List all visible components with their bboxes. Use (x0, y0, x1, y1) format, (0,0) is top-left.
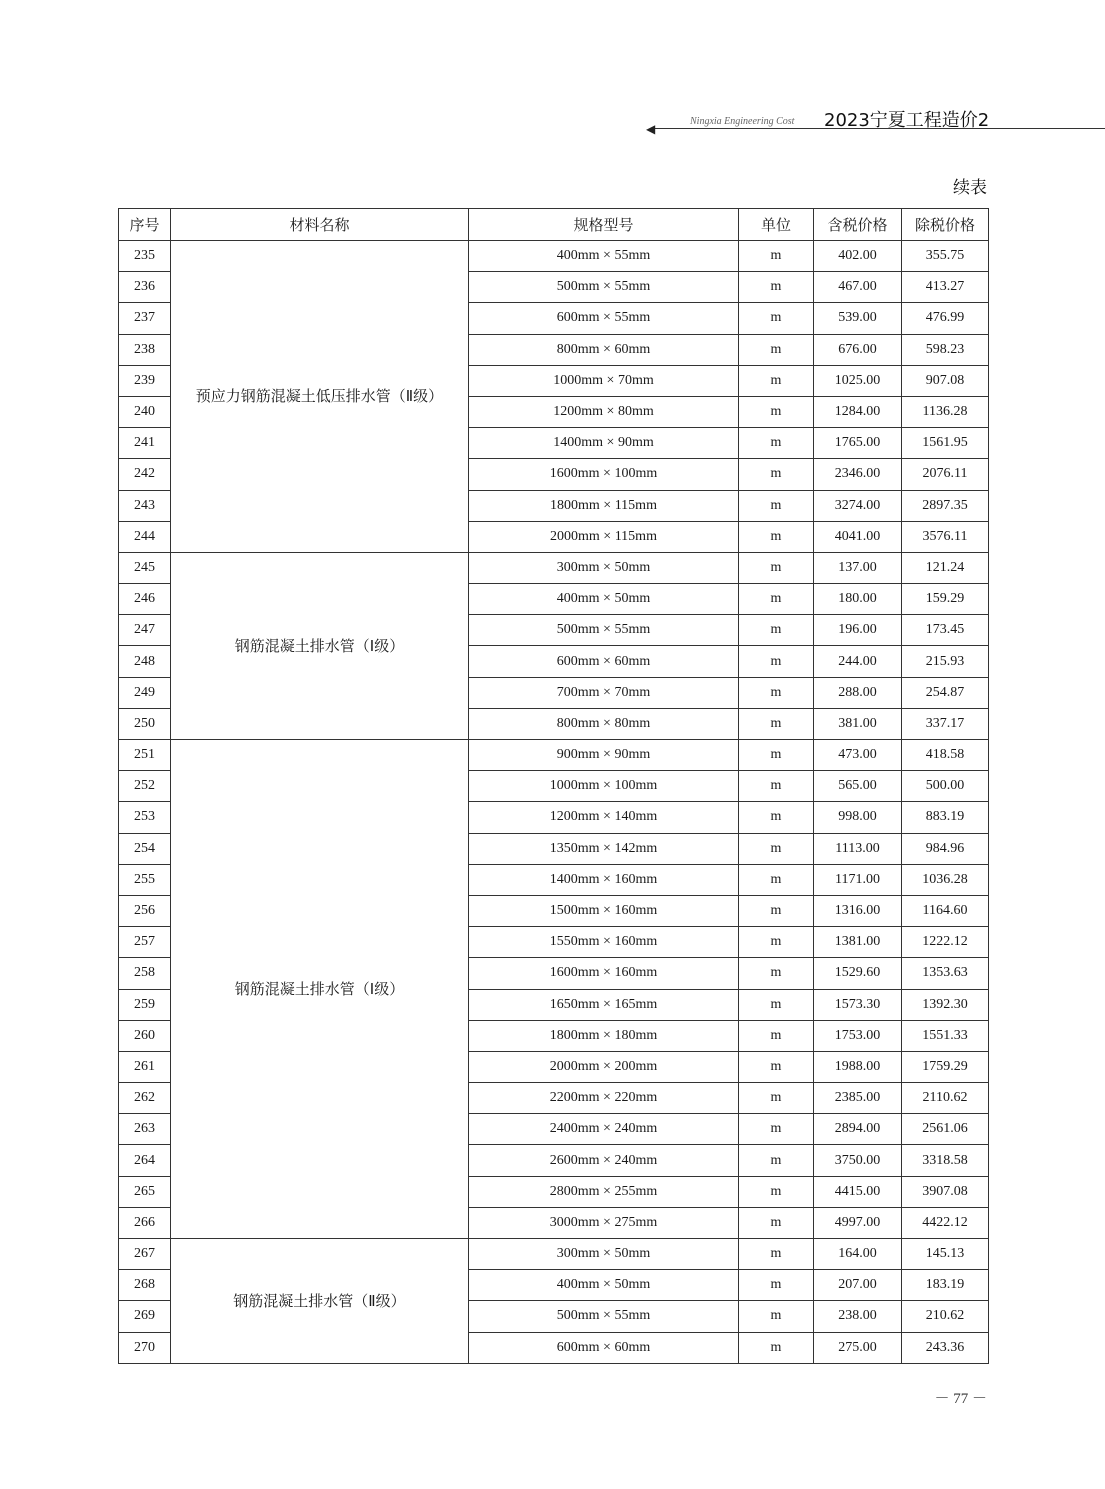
cell-index: 253 (119, 802, 171, 833)
cell-index: 250 (119, 708, 171, 739)
cell-specification: 2600mm × 240mm (469, 1145, 739, 1176)
cell-price-with-tax: 1025.00 (814, 365, 902, 396)
cell-price-with-tax: 402.00 (814, 241, 902, 272)
cell-index: 268 (119, 1270, 171, 1301)
cell-price-with-tax: 1316.00 (814, 895, 902, 926)
cell-price-without-tax: 883.19 (902, 802, 989, 833)
cell-price-with-tax: 1284.00 (814, 396, 902, 427)
cell-unit: m (739, 708, 814, 739)
cell-index: 269 (119, 1301, 171, 1332)
cell-specification: 700mm × 70mm (469, 677, 739, 708)
cell-price-without-tax: 145.13 (902, 1239, 989, 1270)
cell-unit: m (739, 1207, 814, 1238)
cell-specification: 1800mm × 115mm (469, 490, 739, 521)
cell-price-without-tax: 984.96 (902, 833, 989, 864)
cell-price-without-tax: 1136.28 (902, 396, 989, 427)
cell-price-with-tax: 2894.00 (814, 1114, 902, 1145)
cell-price-without-tax: 1561.95 (902, 428, 989, 459)
header-chinese-title: 2023宁夏工程造价2 (824, 110, 990, 131)
cell-price-without-tax: 4422.12 (902, 1207, 989, 1238)
cell-price-with-tax: 244.00 (814, 646, 902, 677)
cell-index: 262 (119, 1083, 171, 1114)
cell-price-with-tax: 565.00 (814, 771, 902, 802)
cell-price-with-tax: 1171.00 (814, 864, 902, 895)
cell-price-with-tax: 2346.00 (814, 459, 902, 490)
cell-specification: 2200mm × 220mm (469, 1083, 739, 1114)
cell-specification: 500mm × 55mm (469, 1301, 739, 1332)
cell-price-without-tax: 1551.33 (902, 1020, 989, 1051)
cell-price-with-tax: 1765.00 (814, 428, 902, 459)
cell-price-with-tax: 1113.00 (814, 833, 902, 864)
cell-index: 244 (119, 521, 171, 552)
cell-unit: m (739, 1176, 814, 1207)
cell-price-without-tax: 3576.11 (902, 521, 989, 552)
cell-price-without-tax: 1353.63 (902, 958, 989, 989)
cell-price-with-tax: 4041.00 (814, 521, 902, 552)
cell-unit: m (739, 833, 814, 864)
column-header-price-with-tax: 含税价格 (814, 209, 902, 241)
cell-unit: m (739, 646, 814, 677)
cell-price-without-tax: 598.23 (902, 334, 989, 365)
column-header-price-without-tax: 除税价格 (902, 209, 989, 241)
cell-index: 251 (119, 740, 171, 771)
cell-index: 267 (119, 1239, 171, 1270)
cell-unit: m (739, 1020, 814, 1051)
cell-specification: 1200mm × 140mm (469, 802, 739, 833)
cell-price-with-tax: 467.00 (814, 272, 902, 303)
cell-index: 246 (119, 584, 171, 615)
cell-price-without-tax: 2561.06 (902, 1114, 989, 1145)
cell-unit: m (739, 459, 814, 490)
cell-price-without-tax: 210.62 (902, 1301, 989, 1332)
cell-unit: m (739, 1301, 814, 1332)
cell-price-with-tax: 275.00 (814, 1332, 902, 1363)
cell-material-name: 钢筋混凝土排水管（Ⅱ级） (171, 1239, 469, 1364)
cell-index: 264 (119, 1145, 171, 1176)
cell-price-with-tax: 473.00 (814, 740, 902, 771)
cell-unit: m (739, 989, 814, 1020)
cell-price-without-tax: 476.99 (902, 303, 989, 334)
cell-price-without-tax: 121.24 (902, 552, 989, 583)
cell-specification: 1400mm × 90mm (469, 428, 739, 459)
cell-index: 237 (119, 303, 171, 334)
cell-unit: m (739, 927, 814, 958)
cell-specification: 600mm × 60mm (469, 1332, 739, 1363)
cell-specification: 900mm × 90mm (469, 740, 739, 771)
cell-price-without-tax: 418.58 (902, 740, 989, 771)
cell-unit: m (739, 365, 814, 396)
cell-specification: 300mm × 50mm (469, 552, 739, 583)
cell-specification: 400mm × 50mm (469, 584, 739, 615)
continued-label: 续表 (953, 178, 987, 198)
cell-specification: 300mm × 50mm (469, 1239, 739, 1270)
cell-index: 235 (119, 241, 171, 272)
cell-index: 257 (119, 927, 171, 958)
cell-unit: m (739, 615, 814, 646)
cell-price-without-tax: 1222.12 (902, 927, 989, 958)
cell-unit: m (739, 303, 814, 334)
cell-unit: m (739, 677, 814, 708)
cell-specification: 500mm × 55mm (469, 615, 739, 646)
cell-unit: m (739, 958, 814, 989)
cell-unit: m (739, 895, 814, 926)
cell-index: 256 (119, 895, 171, 926)
cell-price-without-tax: 173.45 (902, 615, 989, 646)
cell-index: 252 (119, 771, 171, 802)
cell-price-without-tax: 413.27 (902, 272, 989, 303)
cell-price-with-tax: 1381.00 (814, 927, 902, 958)
cell-specification: 2000mm × 200mm (469, 1051, 739, 1082)
cell-index: 249 (119, 677, 171, 708)
cell-material-name: 钢筋混凝土排水管（Ⅰ级） (171, 740, 469, 1239)
cell-price-without-tax: 337.17 (902, 708, 989, 739)
cell-specification: 800mm × 80mm (469, 708, 739, 739)
cell-price-without-tax: 2110.62 (902, 1083, 989, 1114)
column-header-material-name: 材料名称 (171, 209, 469, 241)
cell-index: 266 (119, 1207, 171, 1238)
cell-unit: m (739, 428, 814, 459)
cell-unit: m (739, 1239, 814, 1270)
cell-material-name: 钢筋混凝土排水管（Ⅰ级） (171, 552, 469, 739)
cell-index: 265 (119, 1176, 171, 1207)
cell-index: 245 (119, 552, 171, 583)
cell-unit: m (739, 396, 814, 427)
table-body (119, 241, 989, 1364)
cell-unit: m (739, 864, 814, 895)
cell-index: 236 (119, 272, 171, 303)
cell-price-without-tax: 907.08 (902, 365, 989, 396)
cell-specification: 1550mm × 160mm (469, 927, 739, 958)
cell-index: 248 (119, 646, 171, 677)
cell-unit: m (739, 1114, 814, 1145)
cell-index: 254 (119, 833, 171, 864)
cell-price-with-tax: 4997.00 (814, 1207, 902, 1238)
cell-price-with-tax: 207.00 (814, 1270, 902, 1301)
cell-specification: 1400mm × 160mm (469, 864, 739, 895)
cell-price-without-tax: 183.19 (902, 1270, 989, 1301)
cell-index: 263 (119, 1114, 171, 1145)
cell-specification: 500mm × 55mm (469, 272, 739, 303)
cell-price-without-tax: 2897.35 (902, 490, 989, 521)
cell-specification: 800mm × 60mm (469, 334, 739, 365)
cell-unit: m (739, 802, 814, 833)
cell-unit: m (739, 334, 814, 365)
cell-price-without-tax: 215.93 (902, 646, 989, 677)
cell-specification: 2000mm × 115mm (469, 521, 739, 552)
cell-price-with-tax: 288.00 (814, 677, 902, 708)
cell-price-with-tax: 137.00 (814, 552, 902, 583)
price-table (118, 208, 989, 1364)
cell-index: 261 (119, 1051, 171, 1082)
cell-price-with-tax: 164.00 (814, 1239, 902, 1270)
cell-unit: m (739, 241, 814, 272)
cell-unit: m (739, 584, 814, 615)
cell-specification: 400mm × 50mm (469, 1270, 739, 1301)
cell-price-with-tax: 998.00 (814, 802, 902, 833)
table-row (119, 552, 989, 583)
header-english-title: Ningxia Engineering Cost (690, 116, 795, 127)
cell-price-with-tax: 1988.00 (814, 1051, 902, 1082)
cell-price-with-tax: 1529.60 (814, 958, 902, 989)
cell-unit: m (739, 771, 814, 802)
cell-price-with-tax: 1753.00 (814, 1020, 902, 1051)
column-header-specification: 规格型号 (469, 209, 739, 241)
cell-price-with-tax: 676.00 (814, 334, 902, 365)
cell-unit: m (739, 1270, 814, 1301)
cell-material-name: 预应力钢筋混凝土低压排水管（Ⅱ级） (171, 241, 469, 553)
cell-index: 240 (119, 396, 171, 427)
cell-index: 259 (119, 989, 171, 1020)
cell-index: 258 (119, 958, 171, 989)
cell-index: 241 (119, 428, 171, 459)
cell-specification: 1650mm × 165mm (469, 989, 739, 1020)
cell-price-with-tax: 3750.00 (814, 1145, 902, 1176)
cell-unit: m (739, 521, 814, 552)
cell-unit: m (739, 1051, 814, 1082)
cell-specification: 3000mm × 275mm (469, 1207, 739, 1238)
cell-index: 238 (119, 334, 171, 365)
cell-price-with-tax: 196.00 (814, 615, 902, 646)
cell-specification: 1800mm × 180mm (469, 1020, 739, 1051)
cell-price-without-tax: 159.29 (902, 584, 989, 615)
cell-unit: m (739, 1145, 814, 1176)
cell-unit: m (739, 490, 814, 521)
cell-specification: 1600mm × 160mm (469, 958, 739, 989)
table-row (119, 241, 989, 272)
column-header-unit: 单位 (739, 209, 814, 241)
cell-index: 247 (119, 615, 171, 646)
cell-price-without-tax: 3907.08 (902, 1176, 989, 1207)
cell-price-with-tax: 1573.30 (814, 989, 902, 1020)
table-row (119, 1239, 989, 1270)
cell-price-without-tax: 500.00 (902, 771, 989, 802)
cell-specification: 600mm × 60mm (469, 646, 739, 677)
arrow-left-icon: ◀ (646, 122, 656, 136)
table-header-row (119, 209, 989, 241)
cell-unit: m (739, 1332, 814, 1363)
cell-price-with-tax: 539.00 (814, 303, 902, 334)
cell-price-without-tax: 1392.30 (902, 989, 989, 1020)
cell-specification: 1350mm × 142mm (469, 833, 739, 864)
cell-unit: m (739, 552, 814, 583)
cell-index: 242 (119, 459, 171, 490)
cell-price-with-tax: 4415.00 (814, 1176, 902, 1207)
cell-specification: 1000mm × 100mm (469, 771, 739, 802)
cell-unit: m (739, 1083, 814, 1114)
cell-specification: 1500mm × 160mm (469, 895, 739, 926)
cell-specification: 400mm × 55mm (469, 241, 739, 272)
cell-specification: 1000mm × 70mm (469, 365, 739, 396)
cell-price-without-tax: 1164.60 (902, 895, 989, 926)
cell-index: 255 (119, 864, 171, 895)
cell-price-with-tax: 3274.00 (814, 490, 902, 521)
cell-specification: 1200mm × 80mm (469, 396, 739, 427)
cell-price-with-tax: 238.00 (814, 1301, 902, 1332)
cell-specification: 2800mm × 255mm (469, 1176, 739, 1207)
table-row (119, 740, 989, 771)
cell-price-without-tax: 1759.29 (902, 1051, 989, 1082)
cell-price-without-tax: 254.87 (902, 677, 989, 708)
cell-index: 260 (119, 1020, 171, 1051)
column-header-index: 序号 (119, 209, 171, 241)
cell-specification: 1600mm × 100mm (469, 459, 739, 490)
cell-price-with-tax: 381.00 (814, 708, 902, 739)
cell-price-with-tax: 180.00 (814, 584, 902, 615)
cell-unit: m (739, 740, 814, 771)
cell-price-without-tax: 355.75 (902, 241, 989, 272)
cell-price-with-tax: 2385.00 (814, 1083, 902, 1114)
cell-price-without-tax: 1036.28 (902, 864, 989, 895)
cell-price-without-tax: 243.36 (902, 1332, 989, 1363)
page-number: － 77 － (934, 1391, 987, 1407)
cell-index: 243 (119, 490, 171, 521)
cell-unit: m (739, 272, 814, 303)
cell-specification: 2400mm × 240mm (469, 1114, 739, 1145)
cell-index: 239 (119, 365, 171, 396)
cell-index: 270 (119, 1332, 171, 1363)
cell-price-without-tax: 2076.11 (902, 459, 989, 490)
cell-specification: 600mm × 55mm (469, 303, 739, 334)
cell-price-without-tax: 3318.58 (902, 1145, 989, 1176)
